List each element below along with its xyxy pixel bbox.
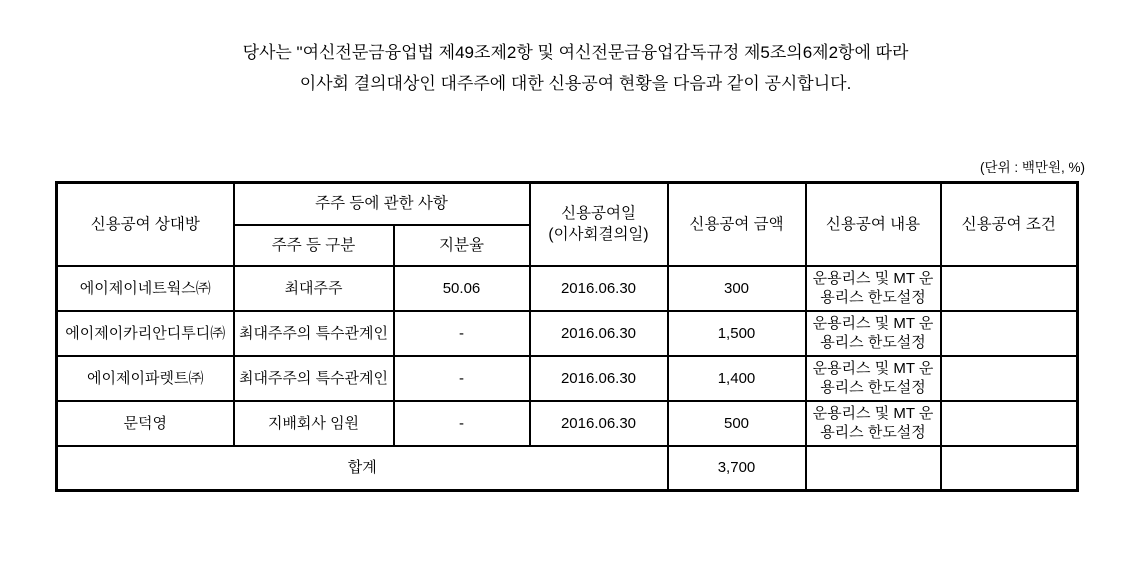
- cell-credit-date: 2016.06.30: [530, 401, 668, 446]
- total-amount: 3,700: [668, 446, 806, 491]
- cell-shareholder-type: 최대주주의 특수관계인: [234, 311, 394, 356]
- header-share-ratio: 지분율: [394, 225, 530, 266]
- cell-credit-condition: [941, 356, 1078, 401]
- cell-credit-date: 2016.06.30: [530, 266, 668, 311]
- cell-counterparty: 에이제이파렛트㈜: [57, 356, 234, 401]
- cell-share-ratio: -: [394, 311, 530, 356]
- intro-line-2: 이사회 결의대상인 대주주에 대한 신용공여 현황을 다음과 같이 공시합니다.: [299, 74, 852, 93]
- cell-credit-amount: 1,400: [668, 356, 806, 401]
- header-credit-date: [530, 183, 668, 266]
- credit-disclosure-table: [55, 181, 1079, 492]
- cell-credit-content: 운용리스 및 MT 운용리스 한도설정: [806, 356, 941, 401]
- header-credit-date-line2: (이사회결의일): [548, 226, 649, 244]
- cell-credit-amount: 500: [668, 401, 806, 446]
- header-credit-date-line1: 신용공여일: [561, 205, 636, 223]
- cell-counterparty: 에이제이네트웍스㈜: [57, 266, 234, 311]
- cell-shareholder-type: 최대주주의 특수관계인: [234, 356, 394, 401]
- cell-credit-condition: [941, 401, 1078, 446]
- table-row: [57, 266, 1078, 311]
- cell-credit-content: 운용리스 및 MT 운용리스 한도설정: [806, 401, 941, 446]
- header-credit-condition: 신용공여 조건: [941, 183, 1078, 266]
- table-row: [57, 401, 1078, 446]
- cell-credit-content: 운용리스 및 MT 운용리스 한도설정: [806, 266, 941, 311]
- cell-credit-date: 2016.06.30: [530, 356, 668, 401]
- total-condition: [941, 446, 1078, 491]
- table-row: [57, 356, 1078, 401]
- cell-share-ratio: -: [394, 401, 530, 446]
- cell-share-ratio: 50.06: [394, 266, 530, 311]
- header-shareholder-type: 주주 등 구분: [234, 225, 394, 266]
- cell-shareholder-type: 지배회사 임원: [234, 401, 394, 446]
- disclosure-intro: [0, 37, 1133, 99]
- cell-shareholder-type: 최대주주: [234, 266, 394, 311]
- cell-counterparty: 에이제이카리안디투디㈜: [57, 311, 234, 356]
- table-row: [57, 311, 1078, 356]
- total-content: [806, 446, 941, 491]
- cell-credit-condition: [941, 311, 1078, 356]
- cell-credit-amount: 300: [668, 266, 806, 311]
- header-credit-amount: 신용공여 금액: [668, 183, 806, 266]
- cell-credit-content: 운용리스 및 MT 운용리스 한도설정: [806, 311, 941, 356]
- intro-line-1: 당사는 "여신전문금융업법 제49조제2항 및 여신전문금융업감독규정 제5조의6제2항에 따라: [242, 43, 909, 62]
- cell-credit-date: 2016.06.30: [530, 311, 668, 356]
- cell-share-ratio: -: [394, 356, 530, 401]
- cell-credit-condition: [941, 266, 1078, 311]
- cell-credit-amount: 1,500: [668, 311, 806, 356]
- total-row: [57, 446, 1078, 491]
- header-shareholder-info: 주주 등에 관한 사항: [234, 183, 530, 225]
- cell-counterparty: 문덕영: [57, 401, 234, 446]
- unit-note: (단위 : 백만원, %): [980, 160, 1085, 175]
- header-counterparty: 신용공여 상대방: [57, 183, 234, 266]
- header-credit-content: 신용공여 내용: [806, 183, 941, 266]
- total-label: 합계: [57, 446, 668, 491]
